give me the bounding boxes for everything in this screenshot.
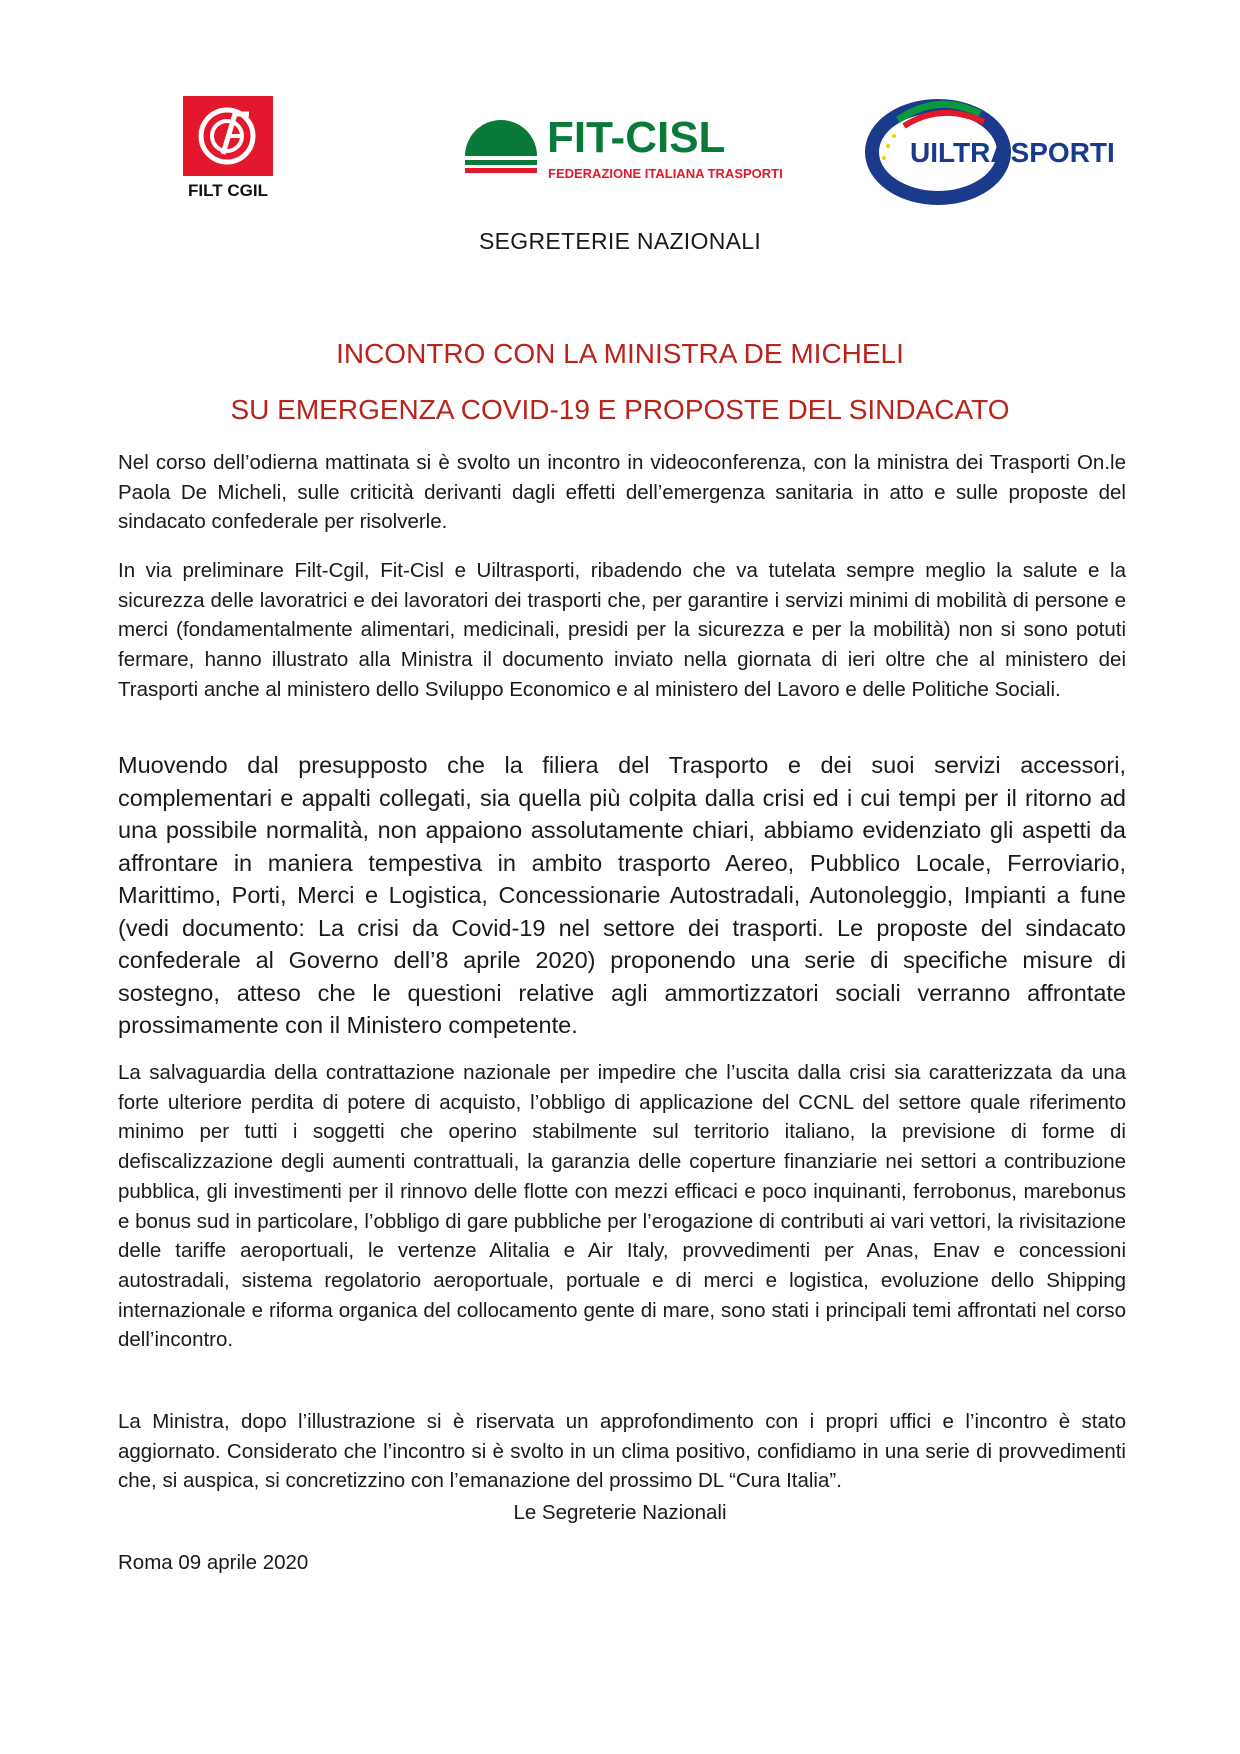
- fit-cisl-logo-mark: [465, 108, 783, 188]
- filt-cgil-logo-text: FILT CGIL: [188, 181, 268, 200]
- segreterie-heading: SEGRETERIE NAZIONALI: [478, 228, 762, 254]
- uiltrasporti-logo: [868, 96, 1130, 206]
- paragraph-4: La salvaguardia della contrattazione nazionale per impedire che l’uscita dalla crisi sia caratterizzata da una forte ulteriore perdita di potere di acquisto, l’obbligo di applicazione del CCNL del settore quale riferimento minimo per tutti i soggetti che operino stabilmente sul territorio italiano, la previsione di forme di defiscalizzazione degli aumenti contrattuali, la garanzia delle coperture finanziarie nei settori a contribuzione pubblica, gli investimenti per il rinnovo delle flotte con mezzi efficaci e poco inquinanti, ferrobonus, marebonus e bonus sud in particolare, l’obbligo di gare pubbliche per l’erogazione di contributi ai vari vettori, la rivisitazione delle tariffe aeroportuali, le vertenze Alitalia e Air Italy, provvedimenti per Anas, Enav e concessioni autostradali, sistema regolatorio aeroportuale, portuale e di merci e logistica, evoluzione dello Shipping internazionale e riforma organica del collocamento gente di mare, sono stati i principali temi affrontati nel corso dell’incontro.: [118, 1061, 1126, 1352]
- document-date: Roma 09 aprile 2020: [118, 1551, 309, 1574]
- document-title-line-2: SU EMERGENZA COVID-19 E PROPOSTE DEL SINDACATO: [230, 394, 1010, 425]
- paragraph-5: La Ministra, dopo l’illustrazione si è riservata un approfondimento con i propri uffici e l’incontro è stato aggiornato. Considerato che l’incontro si è svolto in un clima positivo, confidiamo in una serie di provvedimenti che, si auspica, si concretizzino con l’emanazione del prossimo DL “Cura Italia”.: [118, 1410, 1126, 1493]
- filt-cgil-logo-mark: [183, 96, 273, 202]
- uiltrasporti-logo-mark: [868, 96, 1130, 206]
- paragraph-2: In via preliminare Filt-Cgil, Fit-Cisl e Uiltrasporti, ribadendo che va tutelata sempre meglio la salute e la sicurezza delle lavoratrici e dei lavoratori dei trasporti che, per garantire i servizi minimi di mobilità di persone e merci (fondamentalmente alimentari, medicinali, presidi per la sicurezza e per la mobilità) non si sono potuti fermare, hanno illustrato alla Ministra il documento inviato nella giornata di ieri oltre che al ministero dei Trasporti anche al ministero dello Sviluppo Economico e al ministero del Lavoro e delle Politiche Sociali.: [118, 559, 1126, 701]
- signature: Le Segreterie Nazionali: [513, 1501, 727, 1524]
- fit-cisl-logo-subtitle: FEDERAZIONE ITALIANA TRASPORTI: [548, 166, 783, 181]
- fit-cisl-logo-name: FIT-CISL: [547, 113, 726, 162]
- fit-cisl-logo: [465, 108, 783, 188]
- paragraph-3: Muovendo dal presupposto che la filiera del Trasporto e dei suoi servizi accessori, complementari e appalti collegati, sia quella più colpita dalla crisi ed i cui tempi per il ritorno ad una possibile normalità, non appaiono assolutamente chiari, abbiamo evidenziato gli aspetti da affrontare in maniera tempestiva in ambito trasporto Aereo, Pubblico Locale, Ferroviario, Marittimo, Porti, Merci e Logistica, Concessionarie Autostradali, Autonoleggio, Impianti a fune (vedi documento: La crisi da Covid-19 nel settore dei trasporti. Le proposte del sindacato confederale al Governo dell’8 aprile 2020) proponendo una serie di specifiche misure di sostegno, atteso che le questioni relative agli ammortizzatori sociali verranno affrontate prossimamente con il Ministero competente.: [118, 752, 1126, 1038]
- paragraph-1: Nel corso dell’odierna mattinata si è svolto un incontro in videoconferenza, con la ministra dei Trasporti On.le Paola De Micheli, sulle criticità derivanti dagli effetti dell’emergenza sanitaria in atto e sulle proposte del sindacato confederale per risolverle.: [118, 451, 1126, 534]
- uiltrasporti-logo-text: UILTRASPORTI: [910, 137, 1115, 168]
- document-title-line-1: INCONTRO CON LA MINISTRA DE MICHELI: [336, 338, 904, 369]
- filt-cgil-logo: [183, 96, 273, 202]
